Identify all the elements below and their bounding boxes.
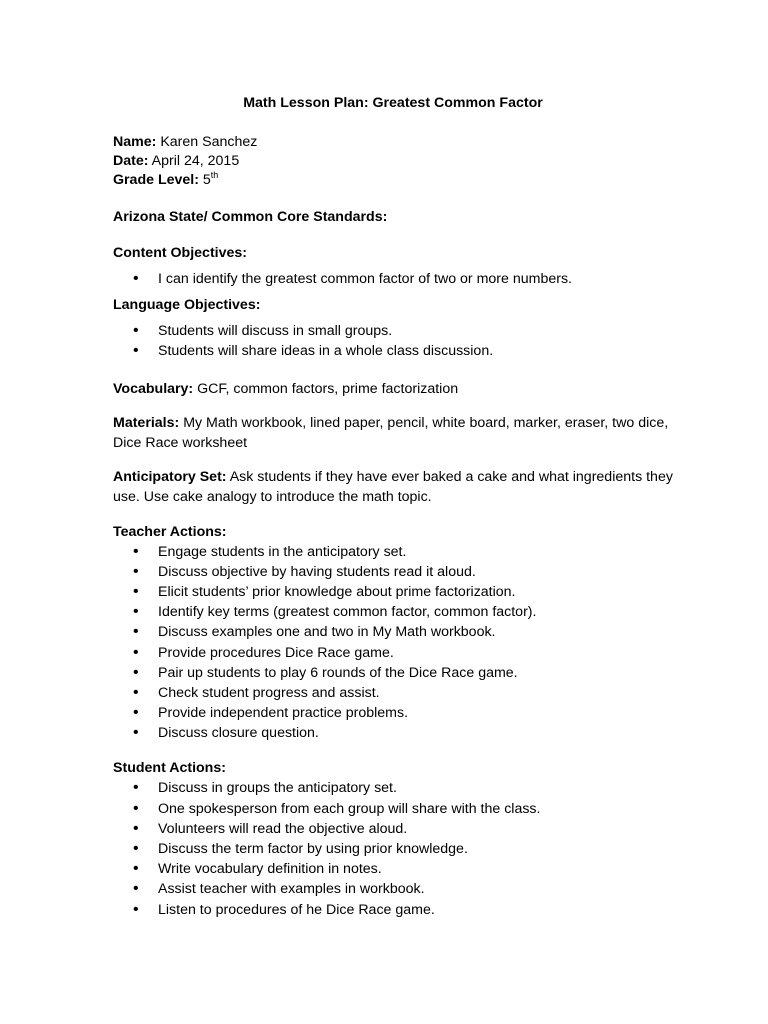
list-item: • Students will discuss in small groups. (113, 321, 673, 341)
grade-line (113, 170, 673, 190)
name-label: Name: (113, 134, 157, 150)
document-title: Math Lesson Plan: Greatest Common Factor (243, 95, 543, 111)
content-objectives-heading: Content Objectives: (113, 245, 248, 261)
vocabulary-value: GCF, common factors, prime factorization (197, 380, 459, 397)
list-item: • I can identify the greatest common factor of two or more numbers. (113, 269, 673, 289)
vocabulary-label: Vocabulary: (113, 380, 194, 397)
list-item: • Discuss objective by having students read it aloud. (113, 562, 673, 582)
date-value: April 24, 2015 (151, 153, 240, 169)
content-objectives-list (113, 269, 673, 289)
anticipatory-label: Anticipatory Set: (113, 468, 227, 485)
list-item: • Pair up students to play 6 rounds of the Dice Race game. (113, 663, 673, 683)
list-item: • Check student progress and assist. (113, 683, 673, 703)
date-line (113, 151, 673, 171)
grade-label: Grade Level: (113, 172, 199, 188)
list-item: • Elicit students’ prior knowledge about prime factorization. (113, 582, 673, 602)
list-item: • Engage students in the anticipatory set. (113, 542, 673, 562)
language-objectives-heading: Language Objectives: (113, 297, 261, 314)
list-item: • Volunteers will read the objective aloud. (113, 819, 673, 839)
anticipatory-set-line (113, 467, 673, 507)
grade-value: 5 (202, 172, 211, 188)
list-item: • Provide independent practice problems. (113, 703, 673, 723)
student-actions-heading: Student Actions: (113, 760, 226, 777)
list-item: • Discuss in groups the anticipatory set. (113, 778, 673, 798)
grade-suffix: th (210, 170, 219, 180)
list-item: • Students will share ideas in a whole class discussion. (113, 341, 673, 361)
vocabulary-line (113, 379, 673, 399)
name-value: Karen Sanchez (160, 134, 258, 150)
language-objectives-list (113, 321, 673, 361)
list-item: • Discuss examples one and two in My Math workbook. (113, 622, 673, 642)
list-item: • Write vocabulary definition in notes. (113, 859, 673, 879)
standards-heading: Arizona State/ Common Core Standards: (113, 209, 388, 225)
teacher-actions-heading: Teacher Actions: (113, 523, 227, 540)
list-item: • Listen to procedures of he Dice Race game. (113, 900, 673, 920)
list-item: • Discuss closure question. (113, 723, 673, 743)
materials-line (113, 413, 673, 453)
list-item: • Assist teacher with examples in workbook. (113, 879, 673, 899)
list-item: • Identify key terms (greatest common factor, common factor). (113, 602, 673, 622)
materials-label: Materials: (113, 414, 180, 431)
name-line (113, 132, 673, 152)
list-item: • One spokesperson from each group will share with the class. (113, 799, 673, 819)
date-label: Date: (113, 153, 149, 169)
materials-value: My Math workbook, lined paper, pencil, white board, marker, eraser, two dice, Dice Race worksheet (113, 414, 669, 451)
student-actions-list (113, 778, 673, 919)
list-item: • Discuss the term factor by using prior knowledge. (113, 839, 673, 859)
anticipatory-value: Ask students if they have ever baked a cake and what ingredients they use. Use cake analogy to introduce the math topic. (113, 468, 673, 505)
document-page (113, 93, 673, 920)
list-item: • Provide procedures Dice Race game. (113, 643, 673, 663)
teacher-actions-list (113, 542, 673, 744)
